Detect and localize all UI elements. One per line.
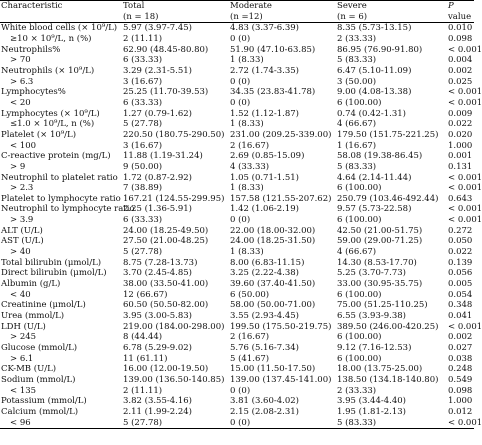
row-characteristic: Creatinine (μmol/L): [1, 300, 86, 311]
row-total: 220.50 (180.75-290.50): [123, 129, 225, 140]
row-moderate: 5.76 (5.16-7.34): [230, 343, 299, 353]
row-p-value: 0.056: [448, 268, 473, 279]
row-characteristic: > 2.3: [10, 183, 34, 194]
row-characteristic: > 245: [10, 332, 37, 343]
row-total: 6.78 (5.29-9.02): [123, 343, 192, 353]
row-total: 6 (33.33): [123, 55, 163, 66]
row-total: 2.25 (1.36-5.91): [123, 204, 192, 215]
row-severe: 4.64 (2.14-11.44): [337, 172, 412, 183]
row-moderate: 1.52 (1.12-1.87): [230, 108, 299, 119]
row-severe: 75.00 (51.25-110.25): [337, 300, 428, 311]
row-p-value: 0.050: [448, 236, 473, 247]
row-total: 5 (27.78): [122, 418, 229, 429]
row-total: 3 (16.67): [123, 76, 163, 87]
table-row: [0, 332, 474, 343]
row-severe: 4 (66.67): [337, 247, 377, 258]
row-total: 3.95 (3.00-5.83): [123, 311, 192, 322]
table-row: [0, 45, 474, 56]
row-severe: 3 (50.00): [337, 76, 377, 87]
row-p-value: 0.272: [448, 225, 473, 236]
row-severe: 42.50 (21.00-51.75): [337, 225, 423, 236]
header-row-2: [0, 12, 474, 23]
row-characteristic: Lymphocytes%: [1, 87, 66, 98]
row-severe: 18.00 (13.75-25.00): [337, 364, 423, 375]
row-total: 3.29 (2.31-5.51): [123, 65, 192, 76]
row-characteristic: ≥10 × 10⁹/L, n (%): [10, 33, 92, 44]
row-severe: 389.50 (246.00-420.25): [337, 321, 439, 332]
row-p-value: 0.027: [448, 343, 473, 353]
header-total-n: (n = 18): [122, 12, 229, 23]
row-severe: 1 (16.67): [337, 140, 377, 151]
row-total: 6 (33.33): [123, 97, 163, 108]
row-severe: 33.00 (30.95-35.75): [337, 279, 423, 290]
row-characteristic: Total bilirubin (μmol/L): [1, 257, 102, 268]
row-p-value: 1.000: [448, 140, 473, 151]
row-p-value: 0.054: [448, 289, 473, 300]
row-moderate: 1.42 (1.06-2.19): [230, 204, 299, 215]
row-characteristic: > 40: [10, 247, 31, 258]
table-row: [0, 407, 474, 418]
row-p-value: < 0.001: [448, 215, 482, 226]
row-moderate: 1.05 (0.71-1.51): [230, 172, 299, 183]
row-severe: 250.79 (103.46-492.44): [337, 193, 439, 204]
row-p-value: 0.041: [448, 311, 473, 322]
row-total: 3 (16.67): [123, 140, 163, 151]
row-characteristic: ALT (U/L): [1, 225, 43, 236]
table-row: [0, 375, 474, 386]
row-moderate: 0 (0): [230, 215, 251, 226]
table-row: [0, 194, 474, 205]
row-p-value: 0.131: [448, 161, 473, 172]
row-characteristic: Neutrophils (× 10⁹/L): [1, 65, 95, 76]
row-characteristic: > 9: [10, 161, 26, 172]
row-severe: 2 (33.33): [337, 385, 377, 396]
row-characteristic: Platelet (× 10⁹/L): [1, 129, 77, 140]
table-row: [0, 279, 474, 290]
row-p-value: 0.004: [448, 55, 473, 66]
table-row: [0, 247, 474, 258]
table-row: [0, 215, 474, 226]
row-p-value: < 0.001: [448, 87, 482, 98]
table-row: [0, 268, 474, 279]
row-total: 3.82 (3.55-4.16): [123, 396, 192, 407]
table-row: [0, 141, 474, 152]
row-severe: 5 (83.33): [337, 55, 377, 66]
row-moderate: 199.50 (175.50-219.75): [230, 321, 332, 332]
table-row: [0, 77, 474, 88]
row-severe: 5 (83.33): [336, 418, 447, 429]
row-p-value: < 0.001: [448, 172, 482, 183]
row-total: 8.75 (7.28-13.73): [123, 257, 198, 268]
row-total: 167.21 (124.55-299.95): [123, 193, 225, 204]
row-moderate: 2.72 (1.74-3.35): [230, 65, 299, 76]
row-p-value: 0.020: [448, 129, 473, 140]
row-moderate: 0 (0): [230, 97, 251, 108]
header-severe: Severe: [336, 1, 447, 12]
row-characteristic: Neutrophil to lymphocyte ratio: [1, 204, 135, 215]
row-moderate: 1 (8.33): [230, 119, 264, 130]
row-total: 139.00 (136.50-140.85): [123, 374, 225, 385]
row-characteristic: CK-MB (U/L): [1, 364, 57, 375]
row-total: 1.72 (0.87-2.92): [123, 172, 192, 183]
row-characteristic: < 40: [10, 289, 31, 300]
row-severe: 2 (33.33): [337, 33, 377, 44]
table-row: [0, 236, 474, 247]
row-total: 1.27 (0.79-1.62): [123, 108, 192, 119]
header-blank: [0, 12, 122, 23]
row-severe: 4 (66.67): [337, 119, 377, 130]
row-severe: 58.08 (19.38-86.45): [337, 151, 423, 162]
row-total: 5 (27.78): [123, 247, 163, 258]
row-p-value: < 0.001: [448, 204, 482, 215]
row-p-value: 0.549: [448, 374, 473, 385]
row-total: 3.70 (2.45-4.85): [123, 268, 192, 279]
header-p-sub: value: [447, 12, 474, 23]
table-row: [0, 300, 474, 311]
row-moderate: 6 (50.00): [230, 289, 270, 300]
header-moderate-n: (n =12): [229, 12, 336, 23]
row-moderate: 4.83 (3.37-6.39): [230, 23, 299, 34]
header-severe-n: (n = 6): [336, 12, 447, 23]
row-severe: 9.57 (5.73-22.58): [337, 204, 412, 215]
row-severe: 59.00 (29.00-71.25): [337, 236, 423, 247]
row-characteristic: < 20: [10, 97, 31, 108]
table-row: [0, 343, 474, 354]
table-row: [0, 204, 474, 215]
row-severe: 6.55 (3.93-9.38): [337, 311, 406, 322]
table-row: [0, 173, 474, 184]
row-severe: 1.95 (1.81-2.13): [337, 406, 406, 417]
row-moderate: 3.81 (3.60-4.02): [230, 396, 299, 407]
row-p-value: < 0.001: [448, 44, 482, 55]
row-p-value: 0.022: [448, 247, 473, 258]
table-header: [0, 1, 474, 23]
table-row: [0, 34, 474, 45]
table-row: [0, 396, 474, 407]
row-moderate: 24.00 (18.25-31.50): [230, 236, 316, 247]
row-characteristic: > 3.9: [10, 215, 34, 226]
row-severe: 9.00 (4.08-13.38): [337, 87, 412, 98]
row-moderate: 3.55 (2.93-4.45): [230, 311, 299, 322]
row-moderate: 0 (0): [230, 76, 251, 87]
row-severe: 6 (100.00): [337, 353, 382, 364]
row-severe: 86.95 (76.90-91.80): [337, 44, 423, 55]
row-total: 62.90 (48.45-80.80): [123, 44, 209, 55]
row-moderate: 58.00 (50.00-71.00): [230, 300, 316, 311]
row-total: 5 (27.78): [123, 119, 163, 130]
header-p: P: [447, 1, 474, 12]
table-row: [0, 183, 474, 194]
table-row: [0, 87, 474, 98]
table-row: [0, 311, 474, 322]
row-p-value: 0.022: [448, 119, 473, 130]
row-characteristic: Sodium (mmol/L): [1, 374, 76, 385]
row-total: 6 (33.33): [123, 215, 163, 226]
row-total: 27.50 (21.00-48.25): [123, 236, 209, 247]
row-severe: 5.25 (3.70-7.73): [337, 268, 406, 279]
row-p-value: 0.012: [448, 406, 473, 417]
row-severe: 14.30 (8.53-17.70): [337, 257, 417, 268]
row-moderate: 1 (8.33): [230, 247, 264, 258]
row-moderate: 157.58 (121.55-207.62): [230, 193, 332, 204]
row-severe: 0.74 (0.42-1.31): [337, 108, 406, 119]
row-total: 38.00 (33.50-41.00): [123, 279, 209, 290]
row-moderate: 2.69 (0.85-15.09): [230, 151, 305, 162]
table-row: [0, 258, 474, 269]
row-characteristic: > 70: [10, 55, 31, 66]
row-p-value: 0.001: [448, 151, 473, 162]
row-total: 219.00 (184.00-298.00): [123, 321, 225, 332]
row-characteristic: Glucose (mmol/L): [1, 343, 78, 353]
row-total: 25.25 (11.70-39.53): [123, 87, 209, 98]
row-characteristic: < 135: [10, 385, 37, 396]
row-total: 2 (11.11): [123, 385, 163, 396]
row-characteristic: C-reactive protein (mg/L): [1, 151, 111, 162]
row-characteristic: < 96: [0, 418, 122, 429]
row-p-value: 0.348: [448, 300, 473, 311]
row-total: 16.00 (12.00-19.50): [123, 364, 209, 375]
row-p-value: < 0.001: [448, 183, 482, 194]
table-row: [0, 226, 474, 237]
table-row: [0, 418, 474, 429]
row-characteristic: Urea (mmol/L): [1, 311, 65, 322]
row-moderate: 0 (0): [230, 33, 251, 44]
row-moderate: 4 (33.33): [230, 161, 270, 172]
row-total: 2 (11.11): [123, 33, 163, 44]
row-p-value: 0.098: [448, 385, 473, 396]
table-row: [0, 66, 474, 77]
row-severe: 138.50 (134.18-140.80): [337, 374, 439, 385]
row-moderate: 34.35 (23.83-41.78): [230, 87, 316, 98]
row-characteristic: > 6.1: [10, 353, 34, 364]
row-severe: 6 (100.00): [337, 289, 382, 300]
row-characteristic: Neutrophils%: [1, 44, 61, 55]
row-total: 7 (38.89): [123, 183, 163, 194]
row-p-value: 0.248: [448, 364, 473, 375]
row-p-value: 0.002: [448, 332, 473, 343]
table-row: [0, 109, 474, 120]
row-characteristic: White blood cells (× 10⁹/L): [1, 23, 118, 34]
row-p-value: 0.025: [448, 76, 473, 87]
row-moderate: 1 (8.33): [230, 183, 264, 194]
row-moderate: 2.15 (2.08-2.31): [230, 406, 299, 417]
row-moderate: 22.00 (18.00-32.00): [230, 225, 316, 236]
row-severe: 6 (100.00): [337, 332, 382, 343]
row-total: 24.00 (18.25-49.50): [123, 225, 209, 236]
row-moderate: 5 (41.67): [230, 353, 270, 364]
row-characteristic: AST (U/L): [1, 236, 44, 247]
table-row: [0, 322, 474, 333]
row-severe: 9.12 (7.16-12.53): [337, 343, 412, 353]
table-row: [0, 119, 474, 130]
table-row: [0, 354, 474, 365]
row-characteristic: Neutrophil to platelet ratio: [1, 172, 118, 183]
row-p-value: < 0.001: [448, 97, 482, 108]
row-moderate: 2 (16.67): [230, 332, 270, 343]
row-moderate: 15.00 (11.50-17.50): [230, 364, 316, 375]
row-characteristic: Potassium (mmol/L): [1, 396, 87, 407]
row-total: 11.88 (1.19-31.24): [123, 151, 203, 162]
row-characteristic: Calcium (mmol/L): [1, 406, 79, 417]
row-moderate: 51.90 (47.10-63.85): [230, 44, 316, 55]
table-row: [0, 162, 474, 173]
row-severe: 3.95 (3.44-4.40): [337, 396, 406, 407]
row-moderate: 231.00 (209.25-339.00): [230, 129, 332, 140]
row-p-value: 0.010: [448, 23, 473, 34]
row-moderate: 3.25 (2.22-4.38): [230, 268, 299, 279]
row-total: 60.50 (50.50-82.00): [123, 300, 209, 311]
header-moderate: Moderate: [229, 1, 336, 12]
table-row: [0, 151, 474, 162]
table-row: [0, 98, 474, 109]
header-characteristic: Characteristic: [0, 1, 122, 12]
table-row: [0, 386, 474, 397]
row-characteristic: LDH (U/L): [1, 321, 46, 332]
row-p-value: < 0.001: [448, 417, 482, 428]
row-moderate: 39.60 (37.40-41.50): [230, 279, 316, 290]
row-severe: 6 (100.00): [337, 183, 382, 194]
row-moderate: 0 (0): [229, 418, 336, 429]
row-p-value: 0.098: [448, 33, 473, 44]
row-p-value: 0.009: [448, 108, 473, 119]
table-row: [0, 290, 474, 301]
row-moderate: 139.00 (137.45-141.00): [230, 374, 332, 385]
row-severe: 6 (100.00): [337, 215, 382, 226]
row-severe: 6.47 (5.10-11.09): [337, 65, 412, 76]
row-moderate: 0 (0): [230, 385, 251, 396]
row-characteristic: ≤1.0 × 10⁹/L, n (%): [10, 119, 95, 130]
row-p-value: 0.002: [448, 65, 473, 76]
row-p-value: 1.000: [448, 396, 473, 407]
row-characteristic: Platelet to lymphocyte ratio: [1, 193, 121, 204]
table-row: [0, 23, 474, 34]
row-p-value: 0.005: [448, 279, 473, 290]
row-characteristic: Lymphocytes (× 10⁹/L): [1, 108, 100, 119]
row-total: 12 (66.67): [123, 289, 168, 300]
header-total: Total: [122, 1, 229, 12]
header-row-1: [0, 1, 474, 12]
row-total: 8 (44.44): [123, 332, 163, 343]
row-characteristic: Albumin (g/L): [1, 279, 61, 290]
row-total: 9 (50.00): [123, 161, 163, 172]
row-p-value: 0.643: [448, 193, 473, 204]
row-severe: 6 (100.00): [337, 97, 382, 108]
row-moderate: 1 (8.33): [230, 55, 264, 66]
row-total: 5.97 (3.97-7.45): [123, 23, 192, 34]
row-severe: 5 (83.33): [337, 161, 377, 172]
row-moderate: 8.00 (6.83-11.15): [230, 257, 305, 268]
table-row: [0, 55, 474, 66]
row-p-value: 0.139: [448, 257, 473, 268]
row-total: 2.11 (1.99-2.24): [123, 406, 192, 417]
row-p-value: 0.038: [448, 353, 473, 364]
table-body: [0, 23, 482, 429]
row-characteristic: < 100: [10, 140, 37, 151]
row-severe: 179.50 (151.75-221.25): [337, 129, 439, 140]
row-total: 11 (61.11): [123, 353, 168, 364]
row-moderate: 2 (16.67): [230, 140, 270, 151]
row-characteristic: > 6.3: [10, 76, 34, 87]
row-characteristic: Direct bilirubin (μmol/L): [1, 268, 107, 279]
table-row: [0, 130, 474, 141]
row-p-value: < 0.001: [448, 321, 482, 332]
table-row: [0, 364, 474, 375]
row-severe: 8.35 (5.73-13.15): [337, 23, 412, 34]
